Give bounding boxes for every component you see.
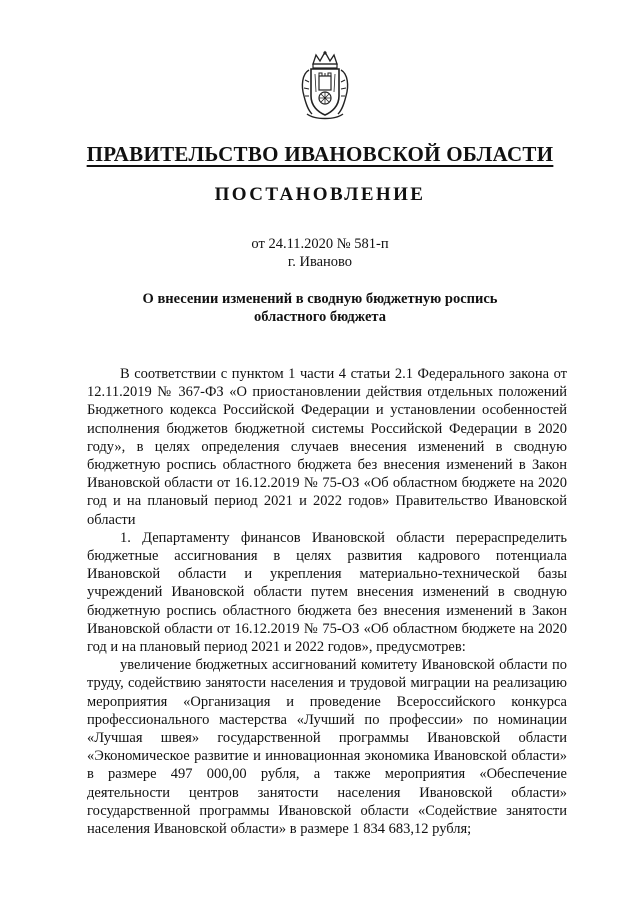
body-paragraph-preamble: В соответствии с пунктом 1 части 4 статьи 2.1 Федерального закона от 12.11.2019 № 367-ФЗ «О приостановлении действия отдельных положений Бюджетного кодекса Российской Федерации и установлении особенностей исполнения бюджетов бюджетной системы Российской Федерации в 2020 году», в целях определения случаев внесения изменений в сводную бюджетную роспись областного бюджета без внесения изменений в Закон Ивановской области от 16.12.2019 № 75-ОЗ «Об областном бюджете на 2020 год и на плановый период 2021 и 2022 годов» Правительство Ивановской области xyxy=(87,366,567,528)
document-title-line-1: О внесении изменений в сводную бюджетную роспись xyxy=(142,291,498,307)
city: г. Иваново xyxy=(287,254,353,270)
coat-of-arms-icon xyxy=(299,50,351,122)
document-type: ПОСТАНОВЛЕНИЕ xyxy=(214,184,426,205)
government-name xyxy=(0,141,640,167)
document-body xyxy=(87,365,567,838)
body-paragraph-increase: увеличение бюджетных ассигнований комитету Ивановской области по труду, содействию занятости населения и трудовой миграции на реализацию мероприятия «Организация и проведение Всероссийского конкурса профессионального мастерства «Лучший по профессии» по номинации «Лучшая швея» государственной программы Ивановской области «Экономическое развитие и инновационная экономика Ивановской области» в размере 497 000,00 рубля, а также мероприятия «Обеспечение деятельности центров занятости населения Ивановской области» государственной программы Ивановской области «Содействие занятости населения Ивановской области» в размере 1 834 683,12 рубля; xyxy=(87,657,567,838)
document-title-line-2: областного бюджета xyxy=(254,309,386,325)
government-name-text: ПРАВИТЕЛЬСТВО ИВАНОВСКОЙ ОБЛАСТИ xyxy=(86,142,554,166)
date-number: от 24.11.2020 № 581-п xyxy=(251,236,389,252)
body-paragraph-item-1: 1. Департаменту финансов Ивановской области перераспределить бюджетные ассигнования в целях развития кадрового потенциала Ивановской области и укрепления материально-технической базы учреждений Ивановской области путем внесения изменений в сводную бюджетную роспись областного бюджета без внесения изменений в Закон Ивановской области от 16.12.2019 № 75-ОЗ «Об областном бюджете на 2020 год и на плановый период 2021 и 2022 годов», предусмотрев: xyxy=(87,529,567,656)
